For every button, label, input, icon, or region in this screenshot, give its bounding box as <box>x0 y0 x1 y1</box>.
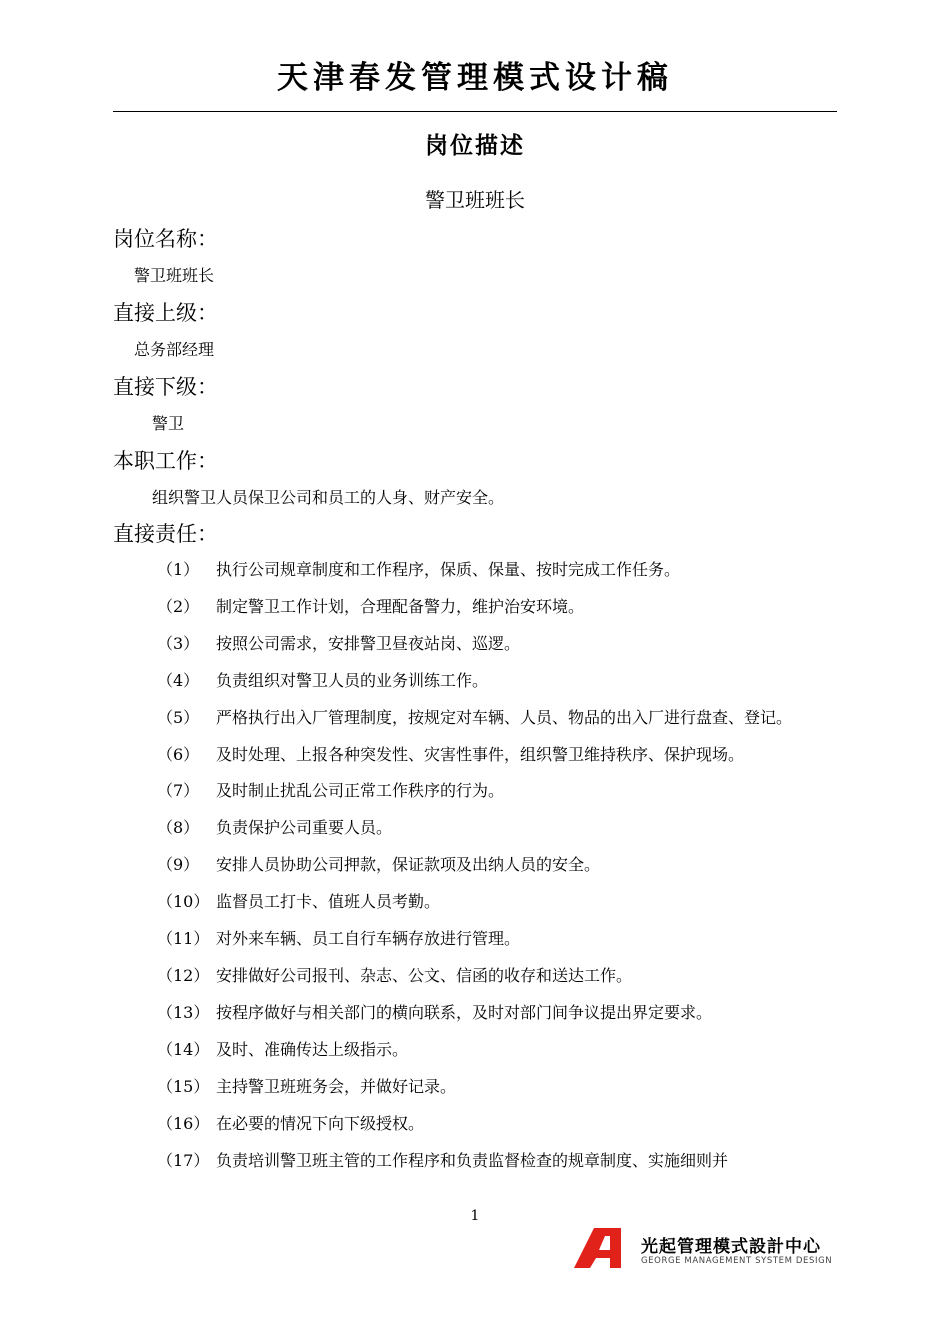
list-item-text: 严格执行出入厂管理制度，按规定对车辆、人员、物品的出入厂进行盘查、登记。 <box>216 707 793 727</box>
list-item-number: （15） <box>157 1076 210 1096</box>
field-value-direct-subordinate: 警卫 <box>152 414 185 433</box>
document-title: 天津春发管理模式设计稿 <box>277 60 673 96</box>
position-title: 警卫班班长 <box>425 188 525 212</box>
list-item <box>157 921 847 958</box>
field-value-direct-superior: 总务部经理 <box>134 340 215 359</box>
list-item-number: （12） <box>157 965 210 985</box>
list-item <box>157 847 847 884</box>
field-value-main-duty: 组织警卫人员保卫公司和员工的人身、财产安全。 <box>152 488 505 507</box>
list-item-number: （10） <box>157 892 210 912</box>
list-item-text: 按程序做好与相关部门的横向联系，及时对部门间争议提出界定要求。 <box>216 1002 713 1022</box>
list-item <box>157 589 847 626</box>
list-item-text: 及时、准确传达上级指示。 <box>216 1039 409 1059</box>
section-title: 岗位描述 <box>425 133 525 159</box>
list-item-text: 主持警卫班班务会，并做好记录。 <box>216 1076 457 1096</box>
responsibility-list <box>157 552 847 1179</box>
list-item-number: （17） <box>157 1150 210 1170</box>
list-item-number: （6） <box>157 744 200 764</box>
list-item-number: （13） <box>157 1002 210 1022</box>
list-item-text: 执行公司规章制度和工作程序，保质、保量、按时完成工作任务。 <box>216 560 681 579</box>
list-item-text: 对外来车辆、员工自行车辆存放进行管理。 <box>216 929 521 949</box>
list-item <box>157 626 847 663</box>
field-label-direct-superior: 直接上级： <box>113 301 218 325</box>
list-item <box>157 884 847 921</box>
list-item <box>157 1106 847 1143</box>
list-item <box>157 700 847 737</box>
list-item-number: （9） <box>157 855 200 875</box>
list-item-number: （14） <box>157 1039 210 1059</box>
list-item <box>157 663 847 700</box>
list-item-text: 负责组织对警卫人员的业务训练工作。 <box>216 670 489 690</box>
field-label-direct-responsibilities: 直接责任： <box>113 522 218 546</box>
list-item-number: （2） <box>157 596 200 616</box>
list-item <box>157 1143 847 1180</box>
header-divider <box>113 111 837 112</box>
list-item-text: 制定警卫工作计划，合理配备警力，维护治安环境。 <box>216 596 585 616</box>
list-item <box>157 737 847 774</box>
list-item <box>157 1069 847 1106</box>
list-item-number: （4） <box>157 670 200 690</box>
logo-a-mark-icon <box>574 1228 634 1268</box>
list-item-number: （11） <box>157 929 210 949</box>
field-label-position-name: 岗位名称： <box>113 227 218 251</box>
list-item-text: 及时制止扰乱公司正常工作秩序的行为。 <box>216 781 505 801</box>
list-item <box>157 773 847 810</box>
list-item-number: （1） <box>157 560 200 579</box>
list-item-text: 按照公司需求，安排警卫昼夜站岗、巡逻。 <box>216 633 521 653</box>
list-item-number: （16） <box>157 1113 210 1133</box>
list-item <box>157 995 847 1032</box>
list-item-text: 安排做好公司报刊、杂志、公文、信函的收存和送达工作。 <box>216 965 633 985</box>
field-label-direct-subordinate: 直接下级： <box>113 375 218 399</box>
list-item <box>157 958 847 995</box>
list-item-text: 安排人员协助公司押款，保证款项及出纳人员的安全。 <box>216 855 601 875</box>
list-item-text: 监督员工打卡、值班人员考勤。 <box>216 892 441 912</box>
list-item <box>157 552 847 589</box>
list-item-text: 负责培训警卫班主管的工作程序和负责监督检查的规章制度、实施细则并 <box>216 1150 729 1170</box>
list-item-text: 及时处理、上报各种突发性、灾害性事件，组织警卫维持秩序、保护现场。 <box>216 744 745 764</box>
field-value-position-name: 警卫班班长 <box>134 266 215 285</box>
list-item <box>157 810 847 847</box>
field-label-main-duty: 本职工作： <box>113 449 218 473</box>
list-item-text: 负责保护公司重要人员。 <box>216 818 393 838</box>
list-item <box>157 1032 847 1069</box>
list-item-text: 在必要的情况下向下级授权。 <box>216 1113 425 1133</box>
company-logo <box>574 1228 844 1268</box>
list-item-number: （8） <box>157 818 200 838</box>
list-item-number: （3） <box>157 633 200 653</box>
logo-chinese-name: 光起管理模式設計中心 <box>641 1237 821 1257</box>
logo-english-name: GEORGE MANAGEMENT SYSTEM DESIGN <box>641 1256 833 1266</box>
page-number: 1 <box>470 1208 480 1224</box>
list-item-number: （5） <box>157 707 200 727</box>
list-item-number: （7） <box>157 781 200 801</box>
